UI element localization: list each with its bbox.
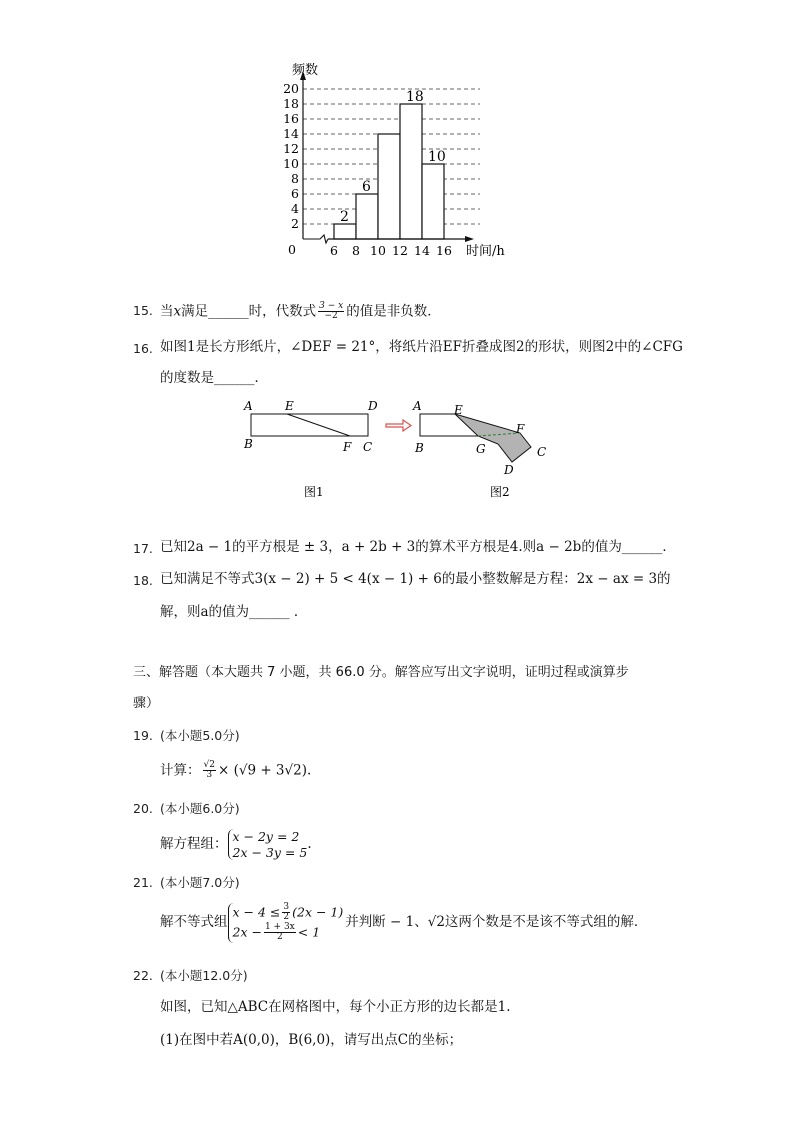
y-axis-label: 频数	[292, 63, 319, 78]
q19-fraction: $\frac{√2}{3}$	[203, 760, 215, 781]
q21-number: 21.	[133, 875, 153, 890]
x-tick-14: 14	[414, 243, 430, 258]
fig2-label-d: D	[504, 463, 514, 477]
bar-6-8	[334, 224, 356, 239]
fig2-label-g: G	[476, 442, 486, 456]
y-tick-4: 4	[291, 201, 299, 216]
q16-number: 16.	[133, 341, 153, 356]
data-label-6-8: 2	[340, 209, 349, 225]
x-tick-16: 16	[436, 243, 452, 258]
x-tick-6: 6	[330, 243, 338, 258]
q20-score: (本小题6.0分)	[160, 801, 240, 816]
q22-number: 22.	[133, 968, 153, 983]
q22-line1: 如图，已知△ABC在网格图中，每个小正方形的边长都是1.	[160, 999, 511, 1015]
fig1-label-c: C	[363, 440, 373, 454]
q15-text: 当x满足______时，代数式 $\frac{3 - x}{-2}$ 的值是非负数．	[160, 301, 441, 322]
y-tick-16: 16	[283, 111, 299, 126]
q20-equation-system: x − 2y = 2 2x − 3y = 5	[228, 829, 308, 860]
chart-bars	[334, 104, 444, 239]
q16-line1: 如图1是长方形纸片，∠DEF = 21°，将纸片沿EF折叠成图2的形状，则图2中的∠CFG	[160, 339, 683, 355]
q16-figures	[240, 397, 560, 507]
section3-heading-line2: 骤）	[133, 696, 160, 711]
section3-heading-line1: 三、解答题（本大题共 7 小题，共 66.0 分。解答应写出文字说明，证明过程或演算步	[133, 665, 629, 680]
y-tick-12: 12	[283, 141, 299, 156]
fig2-caption: 图2	[490, 485, 510, 499]
data-label-8-10: 6	[362, 179, 371, 195]
fig2-label-f: F	[516, 422, 525, 436]
y-tick-10: 10	[283, 156, 299, 171]
histogram-chart	[280, 55, 540, 265]
q19-text: 计算： $\frac{√2}{3}$ × (√9 + 3√2).	[160, 760, 312, 781]
x-tick-labels	[330, 243, 452, 258]
fig1-caption: 图1	[304, 485, 324, 499]
q21-inequality-system: x − 4 ≤ $\frac{3}{2}$ (2x − 1) 2x − $\frac{1 + 3x}{2}$ < 1	[228, 903, 344, 943]
q18-line2: 解，则a的值为______ ．	[160, 604, 308, 620]
q18-number: 18.	[133, 573, 153, 588]
bar-8-10	[356, 194, 378, 239]
y-tick-labels	[283, 81, 299, 231]
bar-14-16	[422, 164, 444, 239]
q19-score: (本小题5.0分)	[160, 728, 240, 743]
fig1-label-f: F	[343, 440, 352, 454]
fig1-label-d: D	[368, 399, 378, 413]
fig2-label-a: A	[413, 399, 422, 413]
q21-score: (本小题7.0分)	[160, 875, 240, 890]
origin-label: 0	[288, 242, 296, 257]
data-label-12-14: 18	[406, 89, 424, 105]
y-tick-6: 6	[291, 186, 299, 201]
y-tick-8: 8	[291, 171, 299, 186]
q17-text: 已知2a − 1的平方根是 ± 3，a + 2b + 3的算术平方根是4.则a − 2b的值为______．	[160, 539, 676, 555]
y-tick-18: 18	[283, 96, 299, 111]
fig2-label-e: E	[454, 403, 463, 417]
q18-line1: 已知满足不等式3(x − 2) + 5 < 4(x − 1) + 6的最小整数解是方程：2x − ax = 3的	[160, 571, 671, 587]
x-tick-8: 8	[352, 243, 360, 258]
q15-fraction: $\frac{3 - x}{-2}$	[319, 301, 344, 322]
fig1-label-e: E	[285, 399, 294, 413]
q19-number: 19.	[133, 728, 153, 743]
y-tick-20: 20	[283, 81, 299, 96]
q15-number: 15.	[133, 303, 153, 318]
fig2-label-c: C	[537, 445, 547, 459]
q20-number: 20.	[133, 801, 153, 816]
q22-line2: (1)在图中若A(0,0)，B(6,0)，请写出点C的坐标；	[160, 1032, 463, 1048]
x-tick-10: 10	[370, 243, 386, 258]
y-tick-2: 2	[291, 216, 299, 231]
fig2-label-b: B	[415, 441, 424, 455]
data-label-14-16: 10	[428, 149, 446, 165]
bar-12-14	[400, 104, 422, 239]
q16-line2: 的度数是______．	[160, 370, 268, 386]
q22-score: (本小题12.0分)	[160, 968, 248, 983]
y-tick-14: 14	[283, 126, 299, 141]
fig1-label-b: B	[244, 437, 253, 451]
q21-text: 解不等式组 x − 4 ≤ $\frac{3}{2}$ (2x − 1) 2x − $\frac{1 + 3x}{2}$ < 1 并判断 − 1、√2这两个数是不是该不等式组的解．	[160, 902, 648, 943]
q20-text: 解方程组： x − 2y = 2 2x − 3y = 5 .	[160, 829, 312, 860]
q17-number: 17.	[133, 541, 153, 556]
x-axis-label: 时间/h	[466, 244, 505, 259]
x-tick-12: 12	[392, 243, 408, 258]
bar-10-12	[378, 134, 400, 239]
fig1-label-a: A	[244, 399, 253, 413]
